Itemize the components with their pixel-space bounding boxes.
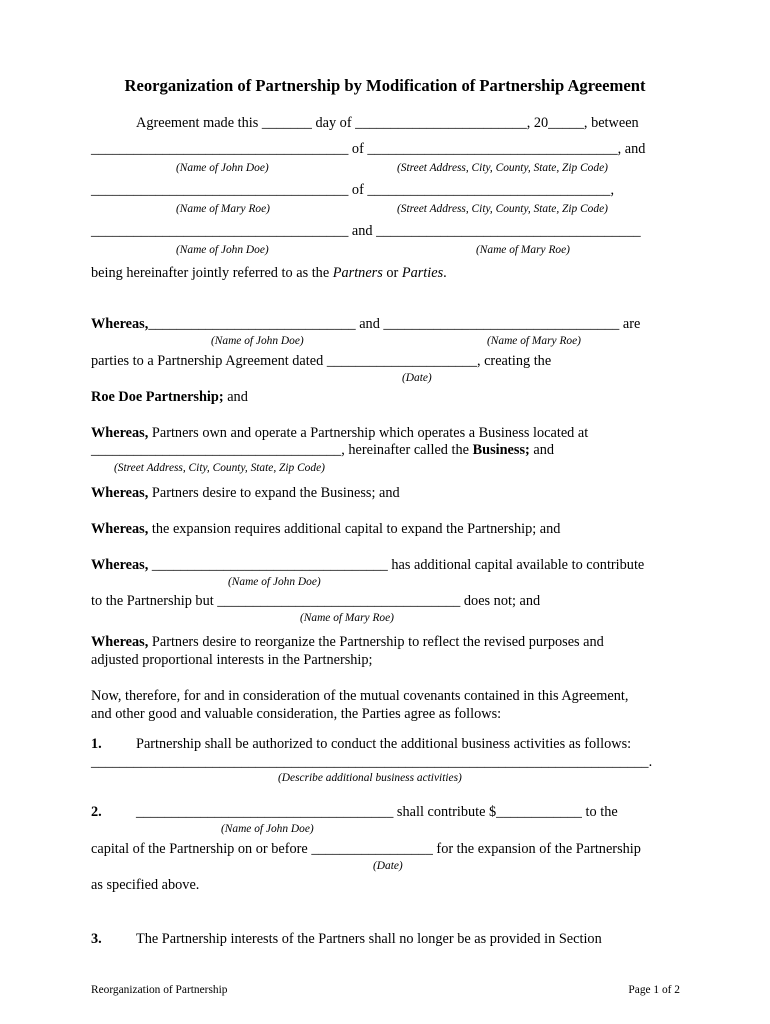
intro-line-1: Agreement made this _______ day of ________________________, 20_____, between [136,115,639,131]
intro-line-4: ____________________________________ and _____________________________________ [91,223,641,239]
footer-title: Reorganization of Partnership [91,984,228,996]
caption-describe-activities: (Describe additional business activities) [278,772,462,784]
whereas-text: and [529,442,555,458]
item-3-number [91,930,102,948]
caption-name-mary-roe: (Name of Mary Roe) [487,335,581,347]
whereas-5-line-1 [91,556,644,574]
now-therefore-line-2: and other good and valuable consideration, the Parties agree as follows: [91,706,502,722]
whereas-text: ___________________________________, hereinafter called the [91,442,473,458]
intro-line-5 [91,264,447,282]
item-2-text: ____________________________________ shall contribute $____________ to the [136,804,618,820]
caption-name-john-doe: (Name of John Doe) [211,335,304,347]
item-3-text: The Partnership interests of the Partners shall no longer be as provided in Section [136,931,602,947]
whereas-6-line-2: adjusted proportional interests in the Partnership; [91,652,373,668]
partnership-name: Roe Doe Partnership; [91,389,224,405]
whereas-text: Partners own and operate a Partnership which operates a Business located at [148,425,589,441]
whereas-2-line-1 [91,424,588,442]
intro-text: . [443,265,447,281]
whereas-label: Whereas, [91,521,149,537]
term-business: Business; [472,442,530,458]
caption-date: (Date) [402,372,432,384]
whereas-text: the expansion requires additional capital to expand the Partnership; and [148,521,561,537]
caption-name-john-doe: (Name of John Doe) [176,162,269,174]
document-title: Reorganization of Partnership by Modification of Partnership Agreement [124,76,646,95]
whereas-2-line-2 [91,441,554,459]
whereas-1-line-3 [91,388,248,406]
caption-name-mary-roe: (Name of Mary Roe) [300,612,394,624]
item-number: 1. [91,736,102,752]
whereas-text: _____________________________ and _________________________________ are [148,316,641,332]
whereas-3 [91,484,400,502]
whereas-text: Partners desire to reorganize the Partnership to reflect the revised purposes and [148,634,604,650]
intro-text: or [382,265,402,281]
whereas-4 [91,520,560,538]
whereas-text: _________________________________ has additional capital available to contribute [148,557,645,573]
whereas-label: Whereas, [91,634,149,650]
item-number: 2. [91,804,102,820]
whereas-label: Whereas, [91,316,149,332]
item-1-blank-line: ______________________________________________________________________________. [91,754,653,770]
item-number: 3. [91,931,102,947]
caption-street-address: (Street Address, City, County, State, Zip Code) [397,162,608,174]
whereas-text: Partners desire to expand the Business; and [148,485,400,501]
item-2-number [91,803,102,821]
whereas-label: Whereas, [91,557,149,573]
whereas-1-line-1 [91,315,640,333]
item-1-number [91,735,102,753]
whereas-6-line-1 [91,633,604,651]
caption-name-john-doe: (Name of John Doe) [221,823,314,835]
intro-line-2: ____________________________________ of ___________________________________, and [91,141,646,157]
caption-name-john-doe: (Name of John Doe) [176,244,269,256]
caption-street-address: (Street Address, City, County, State, Zip Code) [114,462,325,474]
whereas-5-line-2: to the Partnership but __________________________________ does not; and [91,593,541,609]
caption-name-mary-roe: (Name of Mary Roe) [476,244,570,256]
whereas-label: Whereas, [91,485,149,501]
item-1-text: Partnership shall be authorized to conduct the additional business activities as follows: [136,736,632,752]
now-therefore-line-1: Now, therefore, for and in consideration of the mutual covenants contained in this Agreement, [91,688,629,704]
intro-line-3: ____________________________________ of __________________________________, [91,182,615,198]
item-2-line-3: as specified above. [91,877,200,893]
caption-name-mary-roe: (Name of Mary Roe) [176,203,270,215]
intro-text: being hereinafter jointly referred to as the [91,265,333,281]
caption-name-john-doe: (Name of John Doe) [228,576,321,588]
caption-street-address: (Street Address, City, County, State, Zip Code) [397,203,608,215]
caption-date: (Date) [373,860,403,872]
term-parties: Parties [401,265,444,281]
whereas-label: Whereas, [91,425,149,441]
term-partners: Partners [332,265,383,281]
footer-page-number: Page 1 of 2 [628,984,680,996]
whereas-text: and [223,389,248,405]
whereas-1-line-2: parties to a Partnership Agreement dated _____________________, creating the [91,353,552,369]
item-2-line-2: capital of the Partnership on or before _________________ for the expansion of the Partnership [91,841,641,857]
